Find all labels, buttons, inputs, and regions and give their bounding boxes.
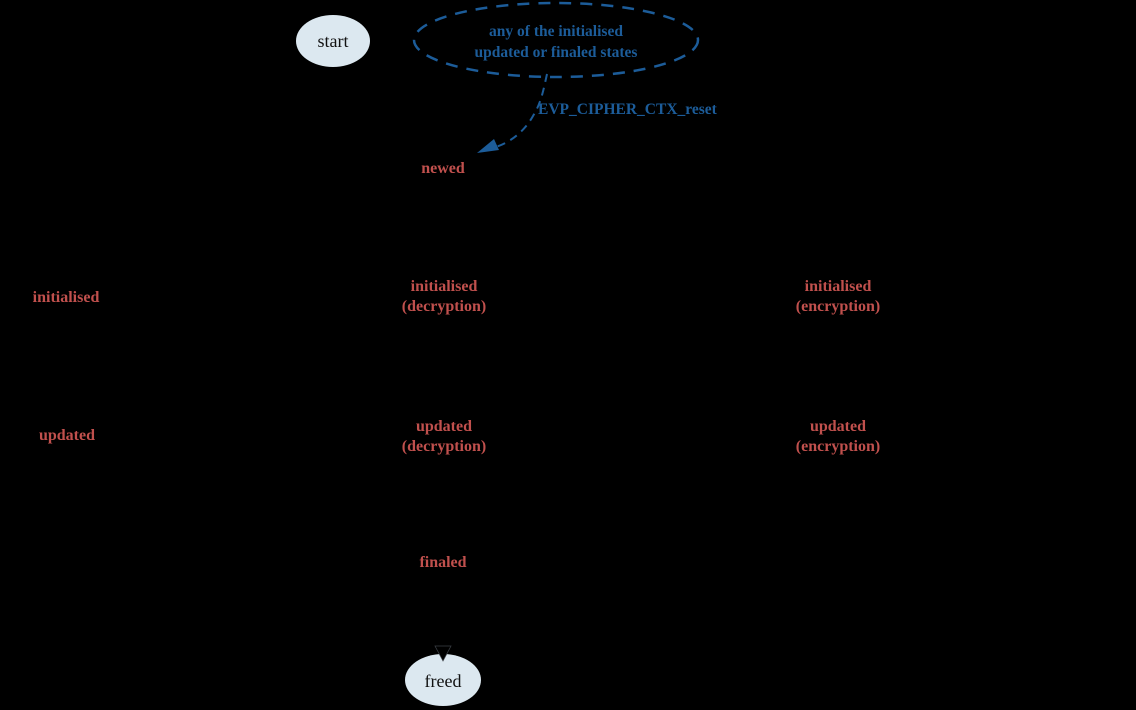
state-initialised-decryption-line2: (decryption) xyxy=(401,298,487,315)
state-initialised-decryption-line1: initialised xyxy=(410,278,478,295)
start-node-label: start xyxy=(317,31,349,51)
state-updated-encryption-line2: (encryption) xyxy=(795,438,881,455)
reset-transition-label: EVP_CIPHER_CTX_reset xyxy=(538,101,717,118)
state-initialised-encryption-line2: (encryption) xyxy=(795,298,881,315)
any-state-cloud-label-line1: any of the initialised xyxy=(489,23,623,40)
state-updated-encryption-line1: updated xyxy=(809,418,867,435)
state-initialised: initialised xyxy=(32,289,100,306)
freed-node-label: freed xyxy=(424,671,462,691)
state-finaled: finaled xyxy=(419,554,467,571)
state-initialised-encryption-line1: initialised xyxy=(804,278,872,295)
state-newed: newed xyxy=(421,160,465,177)
state-updated-decryption-line2: (decryption) xyxy=(401,438,487,455)
state-updated: updated xyxy=(38,427,96,444)
state-updated-decryption-line1: updated xyxy=(415,418,473,435)
any-state-cloud-label-line2: updated or finaled states xyxy=(474,44,638,61)
